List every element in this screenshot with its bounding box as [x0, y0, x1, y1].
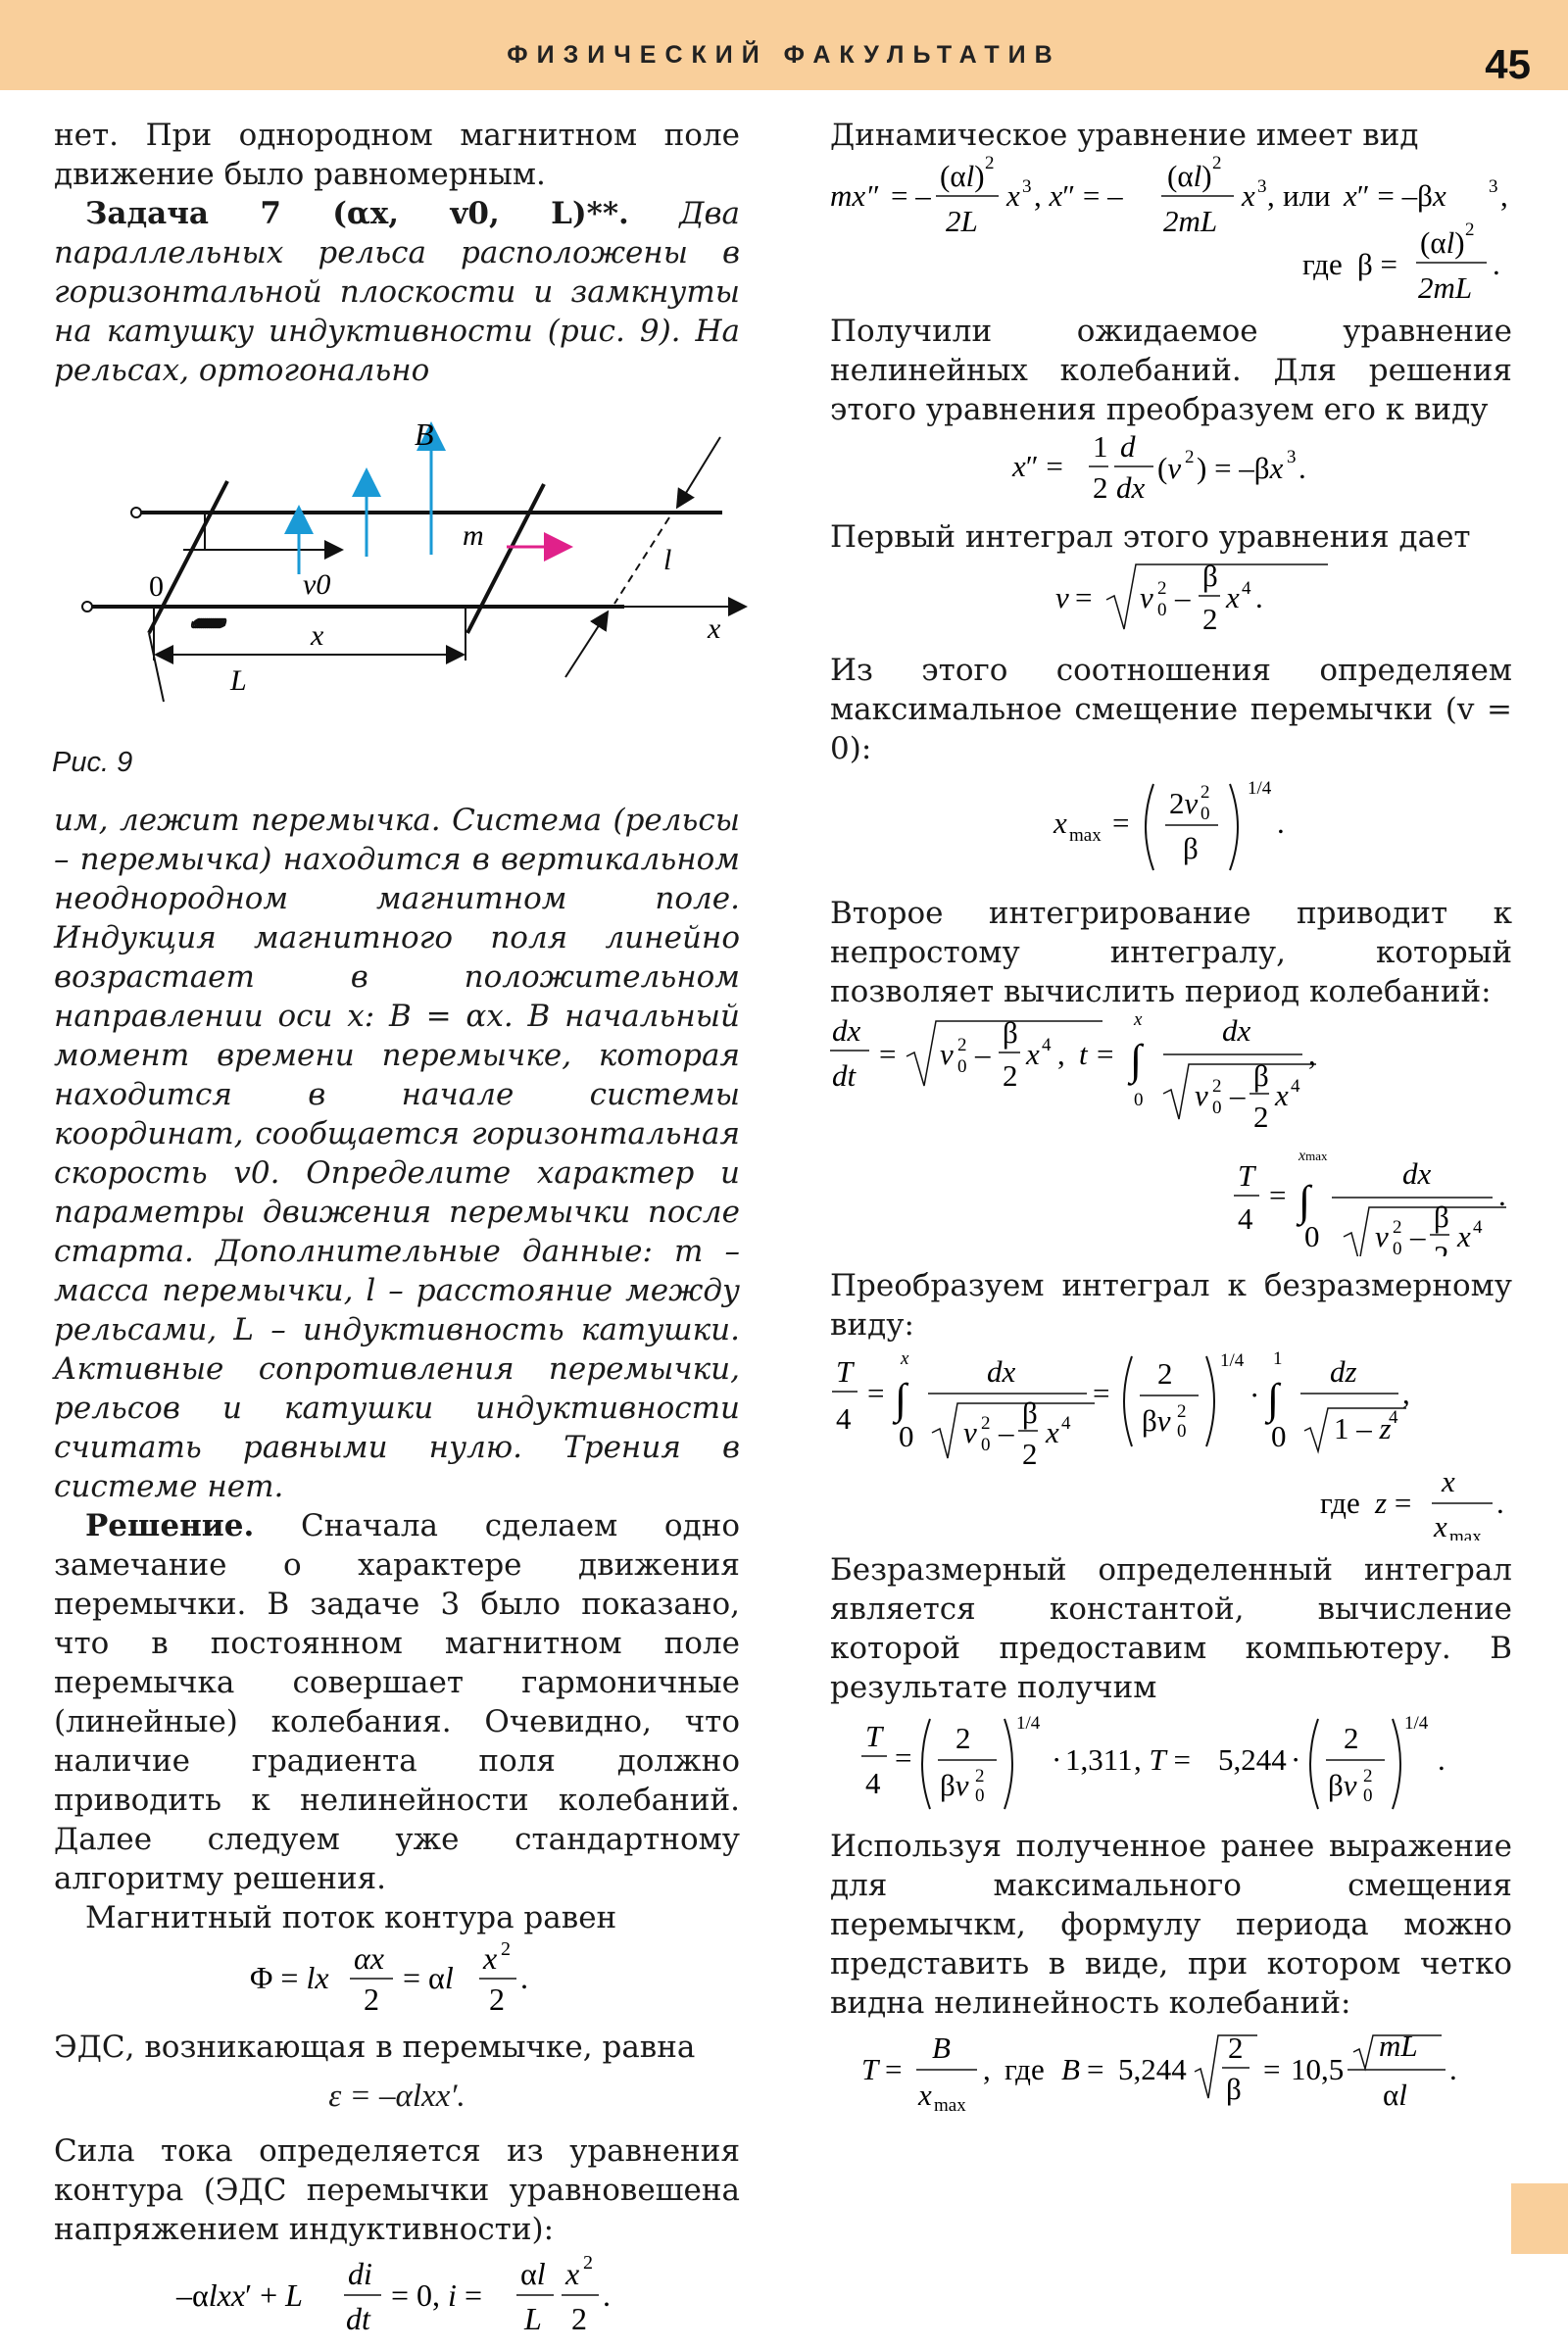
- svg-text:(αl): (αl): [1167, 159, 1212, 193]
- final-text: Используя полученное ранее выражение для максимального смещения перемычкм, формулу периода можно представить в виде, при котором четко видна нелинейность колебаний:: [830, 1829, 1512, 2021]
- svg-text:2: 2: [957, 1035, 967, 1055]
- svg-text:0: 0: [1271, 1419, 1287, 1453]
- right-column: [830, 116, 1512, 2130]
- svg-text:2: 2: [1003, 1058, 1018, 1093]
- final-equation: [830, 2023, 1512, 2130]
- svg-text:=: =: [1112, 806, 1130, 840]
- svg-text:–: –: [1175, 580, 1191, 614]
- svg-text:x: x: [1242, 178, 1255, 213]
- first-integral-intro: Первый интеграл этого уравнения дает: [830, 519, 1471, 555]
- svg-text:mx″: mx″: [830, 178, 879, 213]
- svg-text:где: где: [1302, 247, 1343, 281]
- svg-text:2: 2: [1200, 782, 1210, 803]
- svg-text:x″ =: x″ =: [1012, 449, 1063, 483]
- svg-text:2: 2: [985, 155, 995, 173]
- svg-text:2: 2: [1202, 602, 1218, 636]
- second-integral-intro: Второе интегрирование приводит к непростому интегралу, который позволяет вычислить период колебаний:: [830, 896, 1512, 1009]
- svg-text:2L: 2L: [946, 204, 978, 238]
- label-v0: v0: [303, 568, 331, 601]
- svg-text:x: x: [1006, 178, 1020, 213]
- svg-text:β: β: [1202, 559, 1218, 593]
- svg-text:=: =: [1087, 2052, 1104, 2086]
- svg-text:=: =: [1269, 1178, 1287, 1212]
- svg-text:=: =: [885, 2052, 903, 2086]
- frame-edge-left: [149, 481, 227, 633]
- svg-text:∫: ∫: [895, 1375, 907, 1423]
- svg-text:x: x: [1275, 1078, 1289, 1112]
- svg-text:2: 2: [1434, 1239, 1449, 1256]
- svg-text:.: .: [1298, 451, 1306, 485]
- label-l: l: [663, 544, 672, 576]
- svg-text:αl: αl: [520, 2256, 546, 2291]
- svg-text:или: или: [1283, 178, 1331, 213]
- svg-text:=: =: [1263, 2052, 1281, 2086]
- svg-text:.: .: [1493, 247, 1500, 281]
- svg-text:Φ = lx: Φ = lx: [250, 1960, 329, 1995]
- flux-intro: Магнитный поток контура равен: [85, 1900, 617, 1935]
- svg-text:=: =: [895, 1740, 912, 1775]
- svg-text:.: .: [1449, 2052, 1457, 2086]
- svg-text:1/4: 1/4: [1220, 1350, 1245, 1371]
- svg-text:, T =: , T =: [1134, 1742, 1191, 1777]
- svg-text:T: T: [1238, 1158, 1255, 1193]
- svg-text:∫: ∫: [1267, 1375, 1280, 1423]
- svg-text:v: v: [1375, 1219, 1389, 1253]
- svg-text:2: 2: [1212, 1076, 1222, 1097]
- label-x-axis: x: [708, 612, 721, 645]
- label-L: L: [230, 664, 247, 697]
- rail-distance-line: [614, 517, 672, 604]
- svg-text:.: .: [1255, 580, 1263, 614]
- svg-text:где: где: [1004, 2052, 1045, 2086]
- task-paragraph: [54, 194, 740, 390]
- svg-text:5,244: 5,244: [1118, 2052, 1187, 2086]
- svg-text:–: –: [1230, 1078, 1246, 1112]
- svg-text:dx: dx: [832, 1013, 861, 1048]
- svg-text:βv: βv: [1328, 1768, 1357, 1802]
- transformed-equation: [830, 429, 1512, 517]
- svg-text:dx: dx: [987, 1354, 1016, 1389]
- label-x-distance: x: [311, 619, 324, 652]
- svg-text:.: .: [1498, 1178, 1506, 1212]
- svg-text:4: 4: [1473, 1217, 1483, 1238]
- rails-diagram: [46, 398, 752, 785]
- jumper-bar: [467, 484, 544, 633]
- svg-text:(αl): (αl): [1420, 225, 1465, 260]
- inductor-coil: [192, 619, 225, 628]
- dimensionless-equation: [830, 1345, 1512, 1550]
- svg-text:0: 0: [981, 1435, 991, 1455]
- svg-text:T: T: [861, 2052, 879, 2086]
- svg-text:0: 0: [1363, 1786, 1373, 1806]
- svg-text:4: 4: [1291, 1076, 1300, 1097]
- svg-text:=: =: [1093, 1376, 1110, 1410]
- svg-text:2: 2: [1093, 470, 1108, 505]
- svg-text:=: =: [879, 1037, 897, 1071]
- svg-text:=: =: [1075, 580, 1093, 614]
- solution-paragraph: [54, 1506, 740, 1898]
- svg-text:1: 1: [1273, 1348, 1283, 1369]
- svg-text:) = –βx: ) = –βx: [1197, 451, 1284, 485]
- svg-text:v: v: [940, 1037, 954, 1071]
- svg-text:x: x: [483, 1940, 498, 1976]
- svg-text:β: β: [1253, 1058, 1269, 1093]
- svg-text:2v: 2v: [1169, 786, 1199, 820]
- svg-text:3: 3: [1257, 176, 1267, 197]
- svg-text:0: 0: [1200, 804, 1210, 824]
- svg-text:2: 2: [501, 1938, 511, 1960]
- svg-text:dz: dz: [1330, 1354, 1357, 1389]
- after-dyn: Получили ожидаемое уравнение нелинейных колебаний. Для решения этого уравнения преобразуем его к виду: [830, 314, 1512, 427]
- svg-text:βv: βv: [940, 1768, 969, 1802]
- svg-text:B: B: [1061, 2052, 1080, 2086]
- svg-text:.: .: [603, 2277, 611, 2313]
- svg-text:2: 2: [1393, 1217, 1402, 1238]
- page-corner-tab: [1511, 2183, 1568, 2254]
- svg-text:,: ,: [1267, 178, 1275, 213]
- svg-text:2: 2: [571, 2301, 587, 2336]
- svg-text:x: x: [901, 1348, 909, 1369]
- svg-text:·: ·: [1052, 1742, 1062, 1777]
- svg-text:x: x: [1442, 1464, 1455, 1498]
- svg-text:1/4: 1/4: [1016, 1713, 1041, 1734]
- svg-text:2: 2: [1157, 578, 1167, 599]
- svg-text:1: 1: [1093, 429, 1108, 464]
- svg-text:3: 3: [1287, 447, 1297, 467]
- period-result-equation: [830, 1707, 1512, 1827]
- svg-text:2: 2: [1157, 1356, 1173, 1391]
- svg-text:αl: αl: [1383, 2078, 1407, 2112]
- svg-text:2: 2: [1253, 1100, 1269, 1134]
- svg-text:T: T: [865, 1719, 883, 1753]
- svg-text:v: v: [1140, 580, 1153, 614]
- constant-text: Безразмерный определенный интеграл является константой, вычисление которой предоставим компьютеру. В результате получим: [830, 1552, 1512, 1705]
- svg-text:10,5: 10,5: [1291, 2052, 1345, 2086]
- svg-text:= 0, i =: = 0, i =: [391, 2277, 482, 2313]
- figure-9: [46, 398, 752, 785]
- figure-caption: Рис. 9: [52, 747, 133, 778]
- task-text-b: им, лежит перемычка. Система (рельсы – перемычка) находится в вертикальном неоднородном магнитном поле. Индукция магнитного поля линейно возрастает в положительном направлении оси x: B = αx. В начальный момент времени перемычке, которая находится в начале системы координат, сообщается горизонтальная скорость v0. Определите характер и параметры движения перемычки после старта. Дополнительные данные: m – масса перемычки, l – расстояние между рельсами, L – индуктивность катушки. Активные сопротивления перемычки, рельсов и катушки индуктивности считать равными нулю. Трения в системе нет.: [54, 803, 740, 1504]
- svg-text:2: 2: [1465, 220, 1475, 240]
- svg-text:x: x: [1226, 580, 1240, 614]
- svg-text:x″ = –βx: x″ = –βx: [1344, 178, 1446, 213]
- svg-text:max: max: [934, 2095, 966, 2116]
- emf-equation: ε = –αlxx′.: [328, 2079, 466, 2114]
- svg-text:β =: β =: [1357, 247, 1398, 281]
- svg-text:где: где: [1320, 1486, 1360, 1520]
- svg-text:1 – z: 1 – z: [1334, 1411, 1392, 1445]
- current-intro: Сила тока определяется из уравнения контура (ЭДС перемычки уравновешена напряжением индуктивности):: [54, 2133, 740, 2247]
- svg-text:0: 0: [1304, 1219, 1320, 1253]
- svg-text:,: ,: [1500, 178, 1508, 213]
- left-column: [54, 116, 740, 2349]
- label-m: m: [463, 519, 484, 552]
- svg-text:(v: (v: [1157, 451, 1182, 485]
- svg-text:3: 3: [1022, 176, 1032, 197]
- svg-text:1,311: 1,311: [1065, 1742, 1133, 1777]
- svg-text:2: 2: [489, 1982, 505, 2017]
- svg-text:β: β: [1022, 1395, 1038, 1430]
- paragraph-intro: нет. При однородном магнитном поле движение было равномерным.: [54, 118, 740, 192]
- svg-text:=: =: [867, 1376, 885, 1410]
- svg-text:5,244: 5,244: [1218, 1742, 1287, 1777]
- svg-text:v: v: [1055, 580, 1069, 614]
- flux-equation: [54, 1937, 740, 2028]
- svg-text:2: 2: [1228, 2031, 1244, 2065]
- rail-terminal-bottom: [82, 602, 92, 612]
- svg-text:dx: dx: [1402, 1156, 1432, 1191]
- header-title: ФИЗИЧЕСКИЙ ФАКУЛЬТАТИВ: [507, 41, 1061, 69]
- svg-text:0: 0: [899, 1419, 914, 1453]
- page-number: 45: [1485, 41, 1531, 87]
- svg-text:0: 0: [1157, 600, 1167, 620]
- svg-text:t: t: [1079, 1037, 1088, 1071]
- svg-text:.: .: [1496, 1486, 1504, 1520]
- svg-text:0: 0: [975, 1786, 985, 1806]
- svg-text:2: 2: [981, 1413, 991, 1434]
- svg-text:= αl: = αl: [403, 1960, 454, 1995]
- dynamic-equation: [830, 155, 1512, 312]
- svg-text:max: max: [1449, 1527, 1482, 1541]
- task-text-a: Два параллельных рельса расположены в горизонтальной плоскости и замкнуты на катушку индуктивности (рис. 9). На рельсах, ортогонально: [54, 196, 741, 388]
- svg-text:3: 3: [1489, 176, 1498, 197]
- svg-text:β: β: [1226, 2072, 1242, 2106]
- svg-text:=: =: [1097, 1037, 1114, 1071]
- svg-text:x: x: [1054, 806, 1067, 840]
- max-intro: Из этого соотношения определяем максимальное смещение перемычки (v = 0):: [830, 653, 1512, 766]
- svg-text:2: 2: [1212, 155, 1222, 173]
- solution-text: Сначала сделаем одно замечание о характере движения перемычки. В задаче 3 было показано, что в постоянном магнитном поле перемычка совершает гармоничные (линейные) колебания. Очевидно, что наличие градиента поля должно приводить к нелинейности колебаний. Далее следуем уже стандартному алгоритму решения.: [54, 1508, 740, 1896]
- svg-text:x: x: [565, 2256, 580, 2291]
- dimensionless-intro: Преобразуем интеграл к безразмерному виду:: [830, 1268, 1512, 1343]
- svg-text:x: x: [1046, 1415, 1059, 1449]
- svg-text:1/4: 1/4: [1404, 1713, 1429, 1734]
- svg-text:4: 4: [836, 1401, 852, 1436]
- svg-text:mL: mL: [1379, 2029, 1418, 2063]
- svg-text:B: B: [932, 2031, 951, 2065]
- solution-title: Решение.: [85, 1508, 255, 1543]
- current-equation: [54, 2249, 740, 2349]
- svg-text:dt: dt: [832, 1058, 857, 1093]
- svg-text:v: v: [963, 1415, 977, 1449]
- svg-text:1/4: 1/4: [1248, 778, 1272, 799]
- svg-text:,: ,: [983, 2052, 991, 2086]
- svg-text:L: L: [524, 2301, 542, 2336]
- svg-text:.: .: [520, 1960, 528, 1995]
- svg-text:2: 2: [1177, 1401, 1187, 1422]
- svg-text:·: ·: [1291, 1742, 1301, 1777]
- svg-text:dx: dx: [1116, 470, 1146, 505]
- label-B: B: [415, 416, 434, 452]
- svg-text:= –: = –: [891, 178, 931, 213]
- svg-text:2: 2: [583, 2252, 593, 2274]
- svg-text:2: 2: [364, 1982, 379, 2017]
- svg-text:z =: z =: [1375, 1486, 1412, 1520]
- svg-text:2mL: 2mL: [1418, 270, 1473, 302]
- svg-text:2: 2: [1363, 1766, 1373, 1786]
- svg-text:x: x: [1457, 1219, 1471, 1253]
- svg-text:.: .: [1438, 1742, 1446, 1777]
- svg-text:(αl): (αl): [940, 159, 985, 193]
- svg-text:4: 4: [1389, 1407, 1398, 1428]
- label-origin: 0: [149, 570, 164, 603]
- svg-text:4: 4: [1061, 1413, 1071, 1434]
- task-title: Задача 7 (αx, v0, L)**.: [85, 196, 629, 231]
- svg-text:4: 4: [1238, 1201, 1253, 1236]
- svg-text:x: x: [1134, 1011, 1143, 1030]
- svg-text:0: 0: [1393, 1239, 1402, 1256]
- svg-text:4: 4: [865, 1766, 881, 1800]
- svg-text:β: β: [1434, 1199, 1449, 1234]
- svg-text:0: 0: [957, 1056, 967, 1077]
- xmax-equation: [830, 768, 1512, 894]
- emf-intro: ЭДС, возникающая в перемычке, равна: [54, 2030, 696, 2065]
- svg-text:–: –: [999, 1415, 1014, 1449]
- svg-text:xmax: xmax: [1298, 1148, 1328, 1164]
- svg-text:2mL: 2mL: [1163, 204, 1218, 238]
- svg-text:dt: dt: [346, 2301, 370, 2336]
- svg-text:4: 4: [1042, 1035, 1052, 1055]
- svg-text:∫: ∫: [1298, 1177, 1311, 1225]
- svg-text:–: –: [975, 1037, 991, 1071]
- svg-text:x: x: [918, 2078, 932, 2112]
- svg-text:2: 2: [956, 1721, 971, 1755]
- svg-text:αx: αx: [354, 1940, 384, 1976]
- svg-text:β: β: [1183, 831, 1199, 865]
- svg-text:2: 2: [1344, 1721, 1359, 1755]
- svg-text:.: .: [1277, 806, 1285, 840]
- svg-text:β: β: [1003, 1015, 1018, 1050]
- dyn-intro: Динамическое уравнение имеет вид: [830, 118, 1419, 153]
- svg-text:–: –: [1410, 1219, 1426, 1253]
- svg-text:x: x: [1434, 1509, 1447, 1541]
- svg-text:T: T: [836, 1354, 854, 1389]
- velocity-equation: [830, 557, 1512, 651]
- svg-text:d: d: [1120, 429, 1136, 464]
- svg-text:·: ·: [1250, 1378, 1260, 1412]
- period-integral: [830, 1011, 1512, 1266]
- svg-text:0: 0: [1177, 1421, 1187, 1442]
- svg-text:–αlxx′ + L: –αlxx′ + L: [176, 2277, 303, 2313]
- svg-text:di: di: [348, 2256, 372, 2291]
- svg-text:max: max: [1069, 825, 1102, 846]
- rail-terminal-top: [131, 508, 141, 517]
- svg-text:βv: βv: [1142, 1403, 1171, 1438]
- svg-text:0: 0: [1134, 1090, 1144, 1110]
- svg-text:,: ,: [1057, 1037, 1065, 1071]
- svg-text:v: v: [1195, 1078, 1208, 1112]
- svg-text:∫: ∫: [1130, 1036, 1143, 1084]
- svg-text:,: ,: [1308, 1037, 1316, 1071]
- svg-text:x: x: [1026, 1037, 1040, 1071]
- svg-text:2: 2: [1185, 447, 1195, 467]
- svg-text:, x″ = –: , x″ = –: [1034, 178, 1123, 213]
- svg-text:0: 0: [1212, 1098, 1222, 1118]
- svg-text:dx: dx: [1222, 1013, 1251, 1048]
- svg-text:2: 2: [975, 1766, 985, 1786]
- svg-text:,: ,: [1402, 1376, 1410, 1410]
- page-header: [0, 0, 1568, 90]
- svg-text:2: 2: [1022, 1437, 1038, 1471]
- svg-text:4: 4: [1242, 578, 1251, 599]
